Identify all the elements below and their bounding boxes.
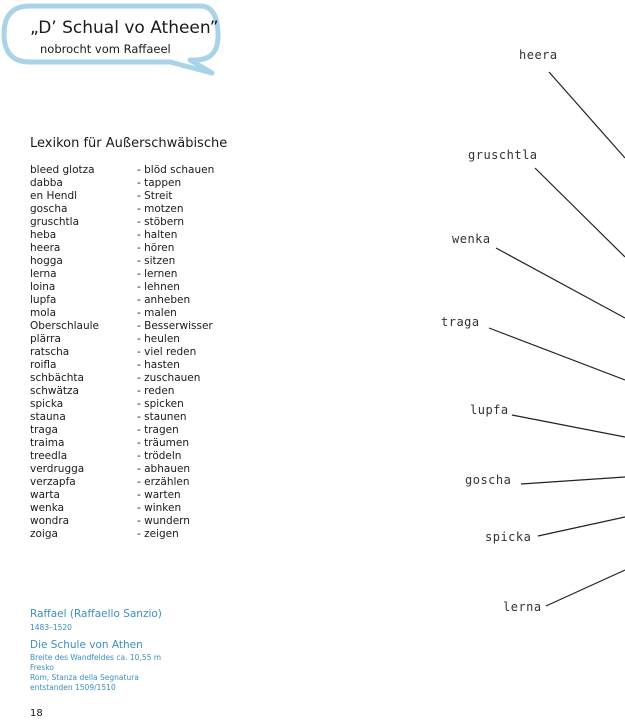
- lexicon-word: warta: [30, 489, 60, 501]
- lexicon-meaning: - anheben: [137, 294, 191, 306]
- lexicon-word: heera: [30, 242, 61, 254]
- label-lerna: lerna: [503, 600, 542, 614]
- lexicon-meaning: - lernen: [137, 268, 178, 280]
- lexicon-word: hogga: [30, 255, 63, 267]
- page-subtitle: nobrocht vom Raffaeel: [40, 42, 171, 56]
- lexicon-word: verzapfa: [30, 476, 76, 488]
- lexicon-word: Oberschlaule: [30, 320, 99, 332]
- lexicon-meaning: - blöd schauen: [137, 164, 215, 176]
- lexicon-meaning: - malen: [137, 307, 177, 319]
- lexicon-heading: Lexikon für Außerschwäbische: [30, 136, 228, 151]
- page-title: „D’ Schual vo Atheen”: [30, 18, 219, 38]
- lexicon-meaning: - halten: [137, 229, 178, 241]
- lexicon-word: ratscha: [30, 346, 70, 358]
- lexicon-meaning: - stöbern: [137, 216, 185, 228]
- lexicon-meaning: - hören: [137, 242, 175, 254]
- lexicon-meaning: - motzen: [137, 203, 184, 215]
- lexicon-meaning: - tappen: [137, 177, 182, 189]
- artwork-detail: Breite des Wandfeldes ca. 10,55 m: [30, 653, 162, 662]
- lexicon-meaning: - winken: [137, 502, 182, 514]
- lexicon-word: dabba: [30, 177, 63, 189]
- lexicon-meaning: - sitzen: [137, 255, 176, 267]
- artwork-title: Die Schule von Athen: [30, 639, 143, 651]
- lexicon-meaning: - trödeln: [137, 450, 182, 462]
- lexicon-meaning: - erzählen: [137, 476, 190, 488]
- lexicon-word: mola: [30, 307, 57, 319]
- page-number: 18: [30, 708, 43, 719]
- label-goscha: goscha: [465, 473, 512, 487]
- lexicon-meaning: - staunen: [137, 411, 187, 423]
- artwork-detail: Rom, Stanza della Segnatura: [30, 673, 139, 682]
- lexicon-word: heba: [30, 229, 57, 241]
- lexicon-word: loina: [30, 281, 56, 293]
- lexicon-word: en Hendl: [30, 190, 78, 202]
- lexicon-meaning: - zeigen: [137, 528, 179, 540]
- lexicon-word: lerna: [30, 268, 57, 280]
- lexicon-word: traga: [30, 424, 58, 436]
- label-spicka: spicka: [485, 530, 532, 544]
- pointer-line: [538, 517, 625, 536]
- label-gruschtla: gruschtla: [468, 148, 538, 162]
- pointer-line: [535, 168, 625, 257]
- lexicon-meaning: - zuschauen: [137, 372, 201, 384]
- lexicon-meaning: - Besserwisser: [137, 320, 213, 332]
- pointer-line: [549, 72, 625, 158]
- pointer-line: [496, 248, 625, 318]
- lexicon-word: traima: [30, 437, 65, 449]
- pointer-line: [512, 415, 625, 437]
- lexicon-meaning: - träumen: [137, 437, 189, 449]
- lexicon-meaning: - Streit: [137, 190, 173, 202]
- lexicon-meaning: - tragen: [137, 424, 179, 436]
- lexicon-word: schwätza: [30, 385, 79, 397]
- artwork-detail: entstanden 1509/1510: [30, 683, 116, 692]
- lexicon-meaning: - reden: [137, 385, 175, 397]
- lexicon-word: spicka: [30, 398, 64, 410]
- lexicon-word: wondra: [30, 515, 70, 527]
- lexicon-meaning: - wundern: [137, 515, 190, 527]
- label-lupfa: lupfa: [470, 403, 509, 417]
- lexicon-word: goscha: [30, 203, 68, 215]
- lexicon-word: zoiga: [30, 528, 58, 540]
- artist-years: 1483–1520: [30, 623, 72, 632]
- lexicon-word: stauna: [30, 411, 66, 423]
- lexicon-meaning: - lehnen: [137, 281, 180, 293]
- artwork-detail: Fresko: [30, 663, 54, 672]
- label-wenka: wenka: [452, 232, 491, 246]
- lexicon-word: lupfa: [30, 294, 57, 306]
- lexicon-word: verdrugga: [30, 463, 85, 475]
- lexicon-word: plärra: [30, 333, 61, 345]
- artist-name: Raffael (Raffaello Sanzio): [30, 608, 162, 620]
- lexicon-word: gruschtla: [30, 216, 80, 228]
- lexicon-meaning: - heulen: [137, 333, 180, 345]
- label-heera: heera: [519, 48, 558, 62]
- lexicon-word: treedla: [30, 450, 68, 462]
- lexicon-meaning: - abhauen: [137, 463, 191, 475]
- lexicon-word: schbächta: [30, 372, 84, 384]
- pointer-line: [521, 477, 625, 484]
- lexicon-word: bleed glotza: [30, 164, 95, 176]
- lexicon-meaning: - viel reden: [137, 346, 197, 358]
- lexicon-meaning: - warten: [137, 489, 181, 501]
- pointer-line: [546, 570, 625, 606]
- label-traga: traga: [441, 315, 480, 329]
- lexicon-meaning: - spicken: [137, 398, 184, 410]
- lexicon-meaning: - hasten: [137, 359, 180, 371]
- pointer-line: [489, 328, 625, 380]
- lexicon-word: roifla: [30, 359, 57, 371]
- lexicon-word: wenka: [30, 502, 65, 514]
